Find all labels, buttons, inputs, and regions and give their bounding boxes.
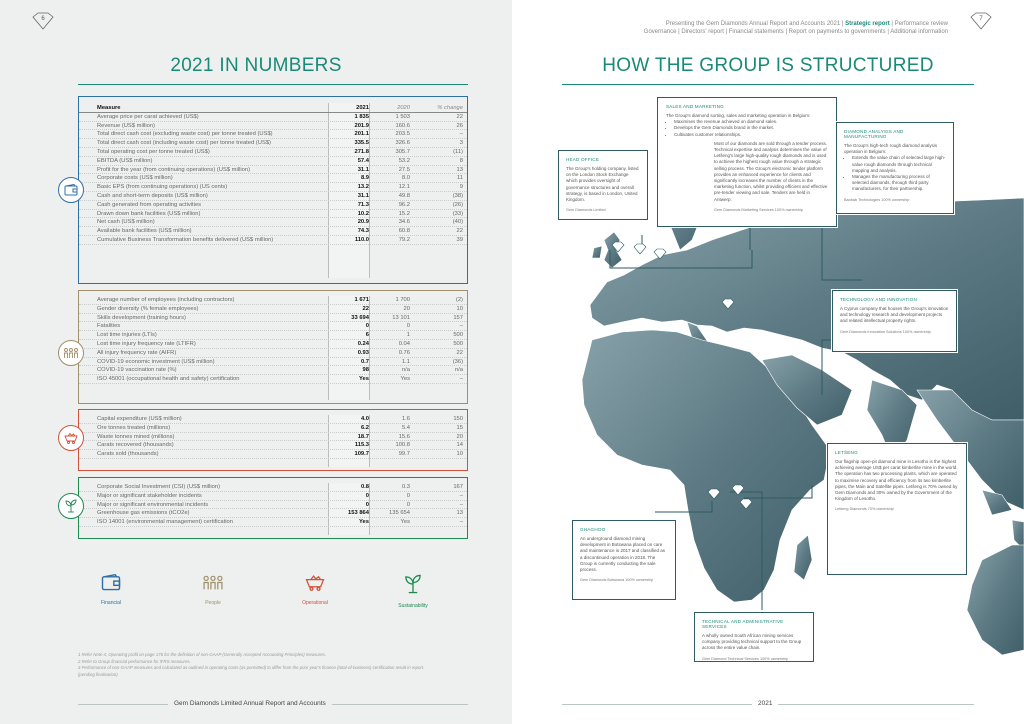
table-row bbox=[79, 331, 467, 340]
change-cell: 8 bbox=[459, 157, 463, 164]
value-2021-cell: 0 bbox=[365, 492, 369, 499]
change-cell: 22 bbox=[456, 228, 463, 235]
card-body: The Group's high-tech rough diamond analysis operation in Belgium: • Extends the value chain of selected large high-value rough diamonds through technical mapping and analysis. • Manages the manufacturing process of selected diamonds, through third party manufacturers, for their partnership. bbox=[844, 143, 946, 193]
value-2020-cell: 34.6 bbox=[398, 219, 410, 226]
value-2021-cell: Yes bbox=[359, 376, 369, 383]
measure-cell: Net cash (US$ million) bbox=[97, 219, 155, 226]
value-2021-cell: 110.0 bbox=[354, 236, 369, 243]
table-row bbox=[79, 424, 467, 433]
measure-cell: Cumulative Business Transformation benefits delivered (US$ million) bbox=[97, 236, 274, 243]
value-2020-cell: 8.0 bbox=[401, 175, 410, 182]
change-cell: 500 bbox=[453, 340, 463, 347]
change-cell: 13 bbox=[456, 510, 463, 517]
legend-operational bbox=[290, 574, 340, 606]
measure-cell: Total direct cash cost (including waste cost) per tonne treated (US$) bbox=[97, 140, 271, 147]
change-cell: 167 bbox=[453, 484, 463, 490]
value-2020-cell: 1.6 bbox=[401, 416, 410, 422]
footnote: (pending finalisation) bbox=[78, 671, 118, 677]
value-2020-cell: 160.6 bbox=[395, 122, 410, 129]
value-2021-cell: 109.7 bbox=[354, 451, 369, 458]
table-row bbox=[79, 366, 467, 375]
table-row bbox=[79, 483, 467, 492]
change-cell: (11) bbox=[453, 148, 463, 155]
value-2020-cell: 0 bbox=[406, 323, 410, 330]
table-row bbox=[79, 236, 467, 245]
sustainability-table bbox=[78, 477, 468, 539]
card-technical-services bbox=[694, 612, 814, 662]
change-cell: 20 bbox=[456, 433, 463, 440]
title-rule bbox=[78, 84, 468, 85]
measure-cell: Skills development (training hours) bbox=[97, 314, 186, 321]
card-diamond-analysis bbox=[836, 122, 954, 214]
card-heading: DIAMOND ANALYSIS AND MANUFACTURING bbox=[844, 129, 904, 139]
change-cell: 150 bbox=[453, 416, 463, 422]
value-2021-cell: 1 835 bbox=[354, 113, 369, 120]
value-2021-cell: 71.3 bbox=[357, 201, 369, 208]
plant-icon bbox=[403, 574, 423, 594]
footnote: 2 Refer to Group financial performance for IFRS measures. bbox=[78, 658, 191, 664]
measure-cell: COVID-19 economic investment (US$ million) bbox=[97, 358, 215, 365]
change-cell: (33) bbox=[452, 210, 463, 217]
value-2020-cell: 20 bbox=[403, 305, 410, 312]
change-cell: (2) bbox=[455, 297, 463, 303]
card-heading: LETŠENG bbox=[835, 450, 858, 455]
value-2020-cell: 305.7 bbox=[395, 148, 410, 155]
measure-cell: Major or significant stakeholder incidents bbox=[97, 492, 202, 499]
value-2020-cell: 60.8 bbox=[398, 228, 410, 235]
nav-link[interactable]: | Performance review bbox=[889, 21, 948, 27]
value-2020-cell: 326.6 bbox=[395, 140, 410, 147]
value-2021-cell: 153 864 bbox=[348, 510, 369, 517]
page-title: 2021 IN NUMBERS bbox=[170, 55, 342, 76]
change-cell: 9 bbox=[459, 184, 463, 191]
page-number-right: 7 bbox=[970, 12, 992, 30]
value-2021-cell: 0.93 bbox=[357, 349, 369, 356]
change-cell: 39 bbox=[456, 236, 463, 243]
table-row bbox=[79, 296, 467, 305]
measure-cell: Fatalities bbox=[97, 323, 121, 330]
value-2020-cell: 0 bbox=[406, 492, 410, 499]
people-icon bbox=[63, 347, 79, 359]
wallet-icon bbox=[101, 574, 121, 591]
measure-cell: EBITDA (US$ million) bbox=[97, 157, 153, 164]
footer-year: 2021 bbox=[752, 700, 778, 707]
change-cell: (38) bbox=[452, 192, 463, 199]
wallet-icon bbox=[64, 184, 78, 196]
table-row bbox=[79, 130, 467, 139]
change-cell: 10 bbox=[456, 451, 463, 458]
measure-cell: Profit for the year (from continuing operations) (US$ million) bbox=[97, 166, 251, 173]
table-row bbox=[79, 305, 467, 314]
value-2021-cell: 0.7 bbox=[360, 358, 369, 365]
measure-cell: All injury frequency rate (AIFR) bbox=[97, 349, 177, 356]
measure-cell: Corporate Social Investment (CSI) (US$ million) bbox=[97, 484, 221, 490]
people-table bbox=[78, 290, 468, 404]
table-row bbox=[79, 183, 467, 192]
card-ghaghoo bbox=[572, 520, 676, 600]
card-body: A wholly owned South African mining services company providing technical support to the Group across the entire value chain. bbox=[702, 633, 802, 651]
card-source: Gem Diamonds Botswana 100% ownership bbox=[580, 578, 654, 583]
card-heading: TECHNICAL AND ADMINISTRATIVE SERVICES bbox=[702, 619, 784, 629]
change-cell: 22 bbox=[456, 113, 463, 120]
table-row bbox=[79, 113, 467, 122]
value-2021-cell: 57.4 bbox=[357, 157, 369, 164]
card-body: A Cyprus company that houses the Group's innovation and technology research and development projects and related intellectual property rights. bbox=[840, 306, 949, 324]
change-cell: – bbox=[459, 519, 463, 526]
table-row bbox=[79, 201, 467, 210]
measure-cell: Drawn down bank facilities (US$ million) bbox=[97, 210, 201, 217]
measure-cell: Total operating cost per tonne treated (US$) bbox=[97, 148, 210, 155]
table-row bbox=[79, 174, 467, 183]
change-cell: 500 bbox=[453, 332, 463, 339]
change-cell: 3 bbox=[459, 140, 463, 147]
measure-cell: Corporate costs (US$ million) bbox=[97, 175, 173, 182]
table-row bbox=[79, 433, 467, 442]
value-2020-cell: 0.04 bbox=[398, 340, 410, 347]
table-row bbox=[79, 157, 467, 166]
measure-cell: COVID-19 vaccination rate (%) bbox=[97, 367, 177, 374]
table-row bbox=[79, 501, 467, 510]
value-2020-cell: 135 654 bbox=[389, 510, 410, 517]
footnote: 1 Refer Note 4, Operating profit on page 176 for the definition of non-GAAP (Generally Accepted Accounting Principles) measures. bbox=[78, 652, 326, 657]
change-cell: – bbox=[459, 131, 463, 138]
legend-sustainability bbox=[388, 574, 438, 609]
measure-cell: Lost time injury frequency rate (LTIFR) bbox=[97, 340, 196, 347]
value-2020-cell: 203.5 bbox=[395, 131, 410, 138]
mining-cart-icon bbox=[305, 574, 325, 591]
mining-cart-icon bbox=[64, 432, 78, 444]
nav-links[interactable]: Governance | Directors' report | Financial statements | Report on payments to governments | Additional information bbox=[643, 29, 948, 35]
value-2020-cell: 1.1 bbox=[401, 358, 410, 365]
value-2021-cell: Yes bbox=[359, 519, 369, 526]
measure-cell: Average price per carat achieved (US$) bbox=[97, 113, 199, 120]
page-number-left: 6 bbox=[32, 12, 54, 30]
right-page bbox=[512, 0, 1024, 724]
table-row bbox=[79, 450, 467, 459]
value-2020-cell: 0.76 bbox=[398, 349, 410, 356]
table-row bbox=[79, 375, 467, 384]
page-title: HOW THE GROUP IS STRUCTURED bbox=[602, 55, 934, 76]
value-2020-cell: 12.1 bbox=[398, 184, 410, 191]
value-2020-cell: 27.5 bbox=[398, 166, 410, 173]
table-row bbox=[79, 349, 467, 358]
table-row bbox=[79, 192, 467, 201]
legend-people bbox=[188, 574, 238, 606]
value-2020-cell: 53.2 bbox=[398, 157, 410, 164]
card-heading: HEAD OFFICE bbox=[566, 157, 600, 162]
card-source: Letšeng Diamonds 70% ownership bbox=[835, 507, 894, 512]
value-2021-cell: 201.1 bbox=[354, 131, 369, 138]
value-2020-cell: 99.7 bbox=[398, 451, 410, 458]
table-row bbox=[79, 139, 467, 148]
card-heading: SALES AND MARKETING bbox=[666, 104, 724, 109]
footer-text: Gem Diamonds Limited Annual Report and Accounts bbox=[168, 700, 332, 707]
measure-cell: Cash and short-term deposits (US$ million) bbox=[97, 192, 208, 199]
financial-table bbox=[78, 96, 468, 284]
card-body: The Group's holding company, listed on the London Stock Exchange which provides oversight of governance structures and overall strategy, is based in London, United Kingdom. bbox=[566, 166, 639, 203]
measure-cell: Gender diversity (% female employees) bbox=[97, 305, 199, 312]
plant-icon bbox=[64, 499, 78, 513]
measure-cell: ISO 14001 (environmental management) certification bbox=[97, 519, 233, 526]
table-row bbox=[79, 122, 467, 131]
value-2020-cell: 1 bbox=[406, 332, 410, 339]
value-2020-cell: n/a bbox=[401, 367, 410, 374]
card-body: Our flagship open-pit diamond mine in Lesotho is the highest achieving average US$ per carat kimberlite mine in the world. The operation has two processing plants, which are operated to maximise recovery and efficiency from its two kimberlite pipes, the Main and Satellite pipes. Letšeng is 70% owned by Gem Diamonds and 30% owned by the Government of the Kingdom of Lesotho. bbox=[835, 459, 958, 502]
footnote: 3 Performance of non-GAAP measures and calculated as outlined in operating costs (as permitted) to differ from the prior year's finance (total-of-business) certification result in report. bbox=[78, 665, 425, 670]
card-body: An underground diamond mining development in Botswana placed on care and maintenance in 2017 and classified as a discontinued operation in 2018. The Group is currently conducting the sale process. bbox=[580, 536, 666, 573]
value-2021-cell: 271.8 bbox=[354, 148, 369, 155]
financial-circle bbox=[58, 177, 84, 203]
table-row bbox=[79, 227, 467, 236]
value-2020-cell: 5.4 bbox=[401, 424, 410, 431]
value-2021-cell: 31.1 bbox=[357, 192, 369, 199]
legend-sustainability-label: Sustainability bbox=[398, 603, 428, 609]
measure-cell: Carats sold (thousands) bbox=[97, 451, 159, 458]
value-2021-cell: 8.9 bbox=[360, 175, 369, 182]
value-2021-cell: 6.2 bbox=[360, 424, 369, 431]
legend-operational-label: Operational bbox=[302, 600, 328, 606]
people-icon bbox=[202, 574, 224, 591]
measure-cell: Total direct cash cost (excluding waste cost) per tonne treated (US$) bbox=[97, 131, 273, 138]
card-heading: TECHNOLOGY AND INNOVATION bbox=[840, 297, 917, 302]
measure-cell: ISO 45001 (occupational health and safety) certification bbox=[97, 376, 240, 383]
change-cell: 13 bbox=[456, 166, 463, 173]
card-technology bbox=[832, 290, 957, 352]
change-cell: – bbox=[459, 376, 463, 383]
measure-cell: Cash generated from operating activities bbox=[97, 201, 202, 208]
value-2021-cell: 4.0 bbox=[360, 416, 369, 422]
section-navigation bbox=[644, 20, 948, 36]
change-cell: 22 bbox=[456, 349, 463, 356]
people-circle bbox=[58, 340, 84, 366]
value-2021-cell: 0 bbox=[365, 323, 369, 330]
value-2021-cell: 18.7 bbox=[357, 433, 369, 440]
value-2020-cell: Yes bbox=[400, 376, 410, 383]
measure-cell: Average number of employees (including contractors) bbox=[97, 297, 235, 303]
table-row bbox=[79, 441, 467, 450]
value-2020-cell: 1 503 bbox=[395, 113, 410, 120]
table-row bbox=[79, 358, 467, 367]
value-2021-cell: 0 bbox=[365, 501, 369, 508]
change-cell: (40) bbox=[452, 219, 463, 226]
table-row bbox=[79, 218, 467, 227]
change-cell: – bbox=[459, 323, 463, 330]
value-2021-cell: 0.24 bbox=[357, 340, 369, 347]
value-2021-cell: 1 671 bbox=[354, 297, 369, 303]
card-letseng bbox=[827, 443, 967, 575]
table-row bbox=[79, 148, 467, 157]
legend-financial-label: Financial bbox=[100, 600, 121, 606]
value-2020-cell: 100.8 bbox=[395, 442, 410, 449]
value-2021-cell: 115.3 bbox=[354, 442, 369, 449]
value-2021-cell: 31.1 bbox=[357, 166, 369, 173]
card-source: Gem Diamonds Marketing Services 100% ownership bbox=[714, 207, 803, 212]
change-cell: – bbox=[459, 492, 463, 499]
value-2021-cell: 335.5 bbox=[354, 140, 369, 147]
measure-cell: Revenue (US$ million) bbox=[97, 122, 155, 129]
change-cell: 10 bbox=[456, 305, 463, 312]
legend-people-label: People bbox=[205, 600, 221, 606]
measure-cell: Major or significant environmental incidents bbox=[97, 501, 209, 508]
change-cell: 11 bbox=[456, 175, 463, 182]
value-2020-cell: 0.3 bbox=[401, 484, 410, 490]
card-sales-marketing bbox=[657, 97, 837, 227]
value-2020-cell: 15.6 bbox=[398, 433, 410, 440]
card-heading: GHAGHOO bbox=[580, 527, 606, 532]
value-2021-cell: 33 694 bbox=[351, 314, 369, 321]
measure-cell: Carats recovered (thousands) bbox=[97, 442, 174, 449]
value-2021-cell: 13.2 bbox=[357, 184, 369, 191]
table-row bbox=[79, 509, 467, 518]
value-2021-cell: 0.8 bbox=[360, 484, 369, 490]
table-row bbox=[79, 314, 467, 323]
change-cell: (26) bbox=[452, 201, 463, 208]
value-2020-cell: Yes bbox=[400, 519, 410, 526]
change-cell: 157 bbox=[453, 314, 463, 321]
measure-cell: Basic EPS (from continuing operations) (US cents) bbox=[97, 184, 228, 191]
change-cell: 15 bbox=[456, 424, 463, 431]
table-header: Measure 2021 2020 % change bbox=[79, 104, 467, 113]
table-row bbox=[79, 340, 467, 349]
measure-cell: Capital expenditure (US$ million) bbox=[97, 416, 182, 422]
card-source: Baobab Technologies 100% ownership bbox=[844, 197, 910, 202]
value-2021-cell: 201.9 bbox=[354, 122, 369, 129]
table-row bbox=[79, 518, 467, 527]
measure-cell: Greenhouse gas emissions (tCO2e) bbox=[97, 510, 190, 517]
nav-link[interactable]: Presenting the Gem Diamonds Annual Report and Accounts 2021 | bbox=[665, 21, 846, 27]
operational-circle bbox=[58, 425, 84, 451]
value-2020-cell: 49.8 bbox=[398, 192, 410, 199]
measure-cell: Ore tonnes treated (millions) bbox=[97, 424, 171, 431]
table-row bbox=[79, 322, 467, 331]
value-2021-cell: 74.3 bbox=[357, 228, 369, 235]
table-row bbox=[79, 492, 467, 501]
change-cell: n/a bbox=[454, 367, 463, 374]
value-2021-cell: 22 bbox=[362, 305, 369, 312]
title-rule bbox=[562, 84, 974, 85]
value-2020-cell: 13 101 bbox=[392, 314, 410, 321]
table-row bbox=[79, 166, 467, 175]
value-2021-cell: 98 bbox=[362, 367, 369, 374]
value-2021-cell: 20.9 bbox=[357, 219, 369, 226]
table-row bbox=[79, 210, 467, 219]
table-row bbox=[79, 415, 467, 424]
card-source: Gem Diamonds Innovation Solutions 100% ownership bbox=[840, 329, 931, 334]
value-2020-cell: 96.2 bbox=[398, 201, 410, 208]
measure-cell: Available bank facilities (US$ million) bbox=[97, 228, 192, 235]
operational-table bbox=[78, 409, 468, 471]
card-source: Gem Diamonds Limited bbox=[566, 208, 606, 213]
card-body: The Group's diamond sorting, sales and marketing operation in Belgium: • Maximises the revenue achieved on diamond sales. • Develops the Gem Diamonds brand in the market. • Cultivates customer relationships. Most of our diamonds are sold through a tender process. Technical expertise and analysis determines the value of Letšeng's large high-quality rough diamonds and is used to achieve the highest rough value through a strategic selling process. The Group's electronic tender platform provides an enhanced experience for clients and significantly increases the number of clients in the marketing function, whilst providing efficient and effective pre-tender viewing and sale. Tenders are held in Antwerp. bbox=[666, 113, 828, 203]
nav-link-active[interactable]: Strategic report bbox=[845, 21, 890, 27]
measure-cell: Lost time injuries (LTIs) bbox=[97, 332, 157, 339]
value-2020-cell: 0 bbox=[406, 501, 410, 508]
change-cell: 14 bbox=[456, 442, 463, 449]
card-source: Gem Diamond Technical Services 100% ownership bbox=[702, 656, 789, 661]
value-2020-cell: 1 700 bbox=[395, 297, 410, 303]
change-cell: (36) bbox=[452, 358, 463, 365]
card-head-office bbox=[558, 150, 648, 220]
sustainability-circle bbox=[58, 493, 84, 519]
legend-financial bbox=[86, 574, 136, 606]
footnotes bbox=[78, 652, 478, 678]
value-2021-cell: 6 bbox=[365, 332, 369, 339]
value-2021-cell: 10.2 bbox=[357, 210, 369, 217]
change-cell: – bbox=[459, 501, 463, 508]
value-2020-cell: 15.2 bbox=[398, 210, 410, 217]
measure-cell: Waste tonnes mined (millions) bbox=[97, 433, 175, 440]
change-cell: 26 bbox=[456, 122, 463, 129]
value-2020-cell: 79.2 bbox=[398, 236, 410, 243]
